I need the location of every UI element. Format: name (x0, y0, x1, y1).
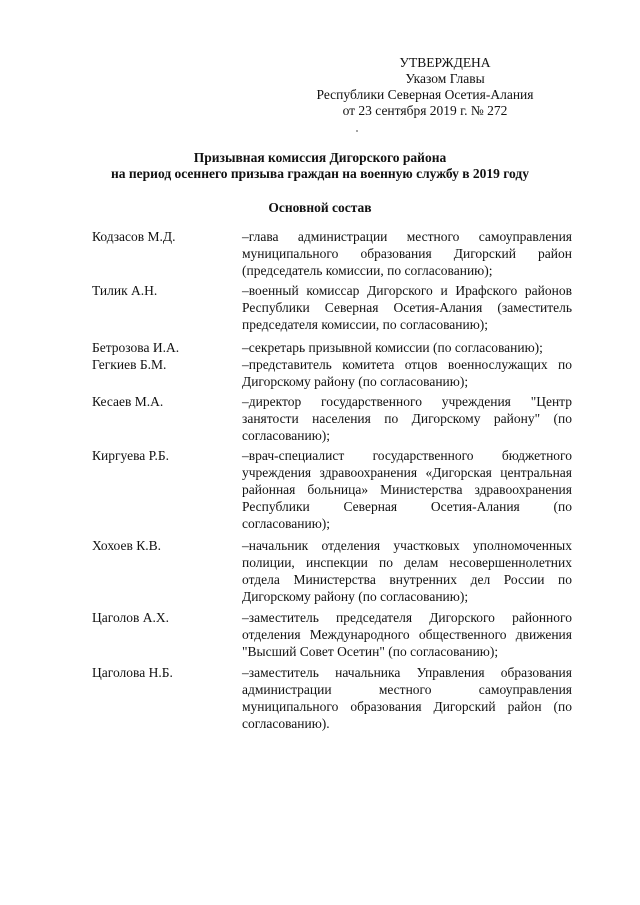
member-name: Кодзасов М.Д. (92, 229, 176, 244)
member-name: Тилик А.Н. (92, 283, 158, 298)
approved-republic: Республики Северная Осетия-Алания (316, 87, 534, 102)
member-role: –директор государственного учреждения "Центр занятости населения по Дигорскому району" (по согласованию); (242, 394, 572, 443)
approved-date-number: от 23 сентября 2019 г. № 272 (342, 103, 508, 118)
title-line-1: Призывная комиссия Дигорского района (193, 150, 447, 165)
approved-by: Указом Главы (405, 71, 485, 86)
member-name: Цаголов А.Х. (92, 610, 169, 625)
member-row (92, 393, 582, 444)
member-row (92, 339, 582, 356)
member-row (92, 537, 582, 605)
member-name: Кесаев М.А. (92, 394, 164, 409)
member-name: Гегкиев Б.М. (92, 357, 167, 372)
member-row (92, 356, 582, 390)
member-name: Цаголова Н.Б. (92, 665, 173, 680)
scan-speck (356, 130, 358, 132)
document-title (60, 150, 580, 182)
members-list (92, 228, 582, 732)
approval-stamp-block (300, 55, 550, 119)
member-name: Киргуева Р.Б. (92, 448, 169, 463)
member-role: –заместитель начальника Управления образования администрации местного самоуправления муниципального образования Дигорский район (по согласованию). (242, 665, 572, 731)
member-role: –врач-специалист государственного бюджетного учреждения здравоохранения «Дигорская центральная районная больница» Министерства здравоохранения Республики Северная Осетия-Алания (по согласованию); (242, 448, 572, 531)
member-name: Бетрозова И.А. (92, 340, 180, 355)
member-role: –глава администрации местного самоуправления муниципального образования Дигорский район (председатель комиссии, по согласованию); (242, 229, 572, 278)
member-role: –начальник отделения участковых уполномоченных полиции, инспекции по делам несовершеннолетних отдела Министерства внутренних дел России по Дигорскому району (по согласованию); (242, 538, 572, 604)
member-role: –заместитель председателя Дигорского районного отделения Международного общественного движения "Высший Совет Осетин" (по согласованию); (242, 610, 572, 659)
title-line-2: на период осеннего призыва граждан на военную службу в 2019 году (111, 166, 529, 181)
member-role: –секретарь призывной комиссии (по согласованию); (242, 340, 543, 355)
member-row (92, 282, 582, 333)
member-name: Хохоев К.В. (92, 538, 161, 553)
member-row (92, 447, 582, 532)
member-role: –представитель комитета отцов военнослужащих по Дигорскому району (по согласованию); (242, 357, 572, 389)
member-row (92, 228, 582, 279)
member-row (92, 664, 582, 732)
approved-label: УТВЕРЖДЕНА (399, 55, 491, 70)
section-heading: Основной состав (268, 200, 372, 215)
member-role: –военный комиссар Дигорского и Ирафского районов Республики Северная Осетия-Алания (заместитель председателя комиссии, по согласованию); (242, 283, 572, 332)
member-row (92, 609, 582, 660)
